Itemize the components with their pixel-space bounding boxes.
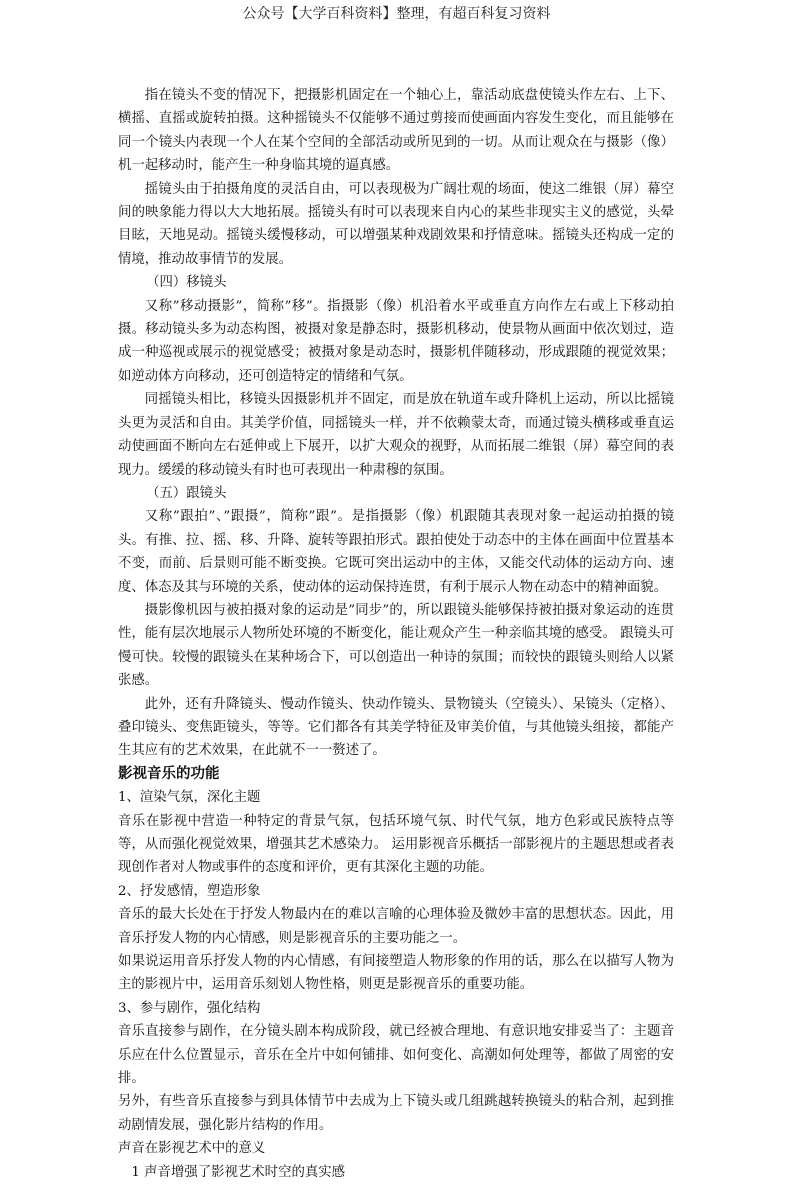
paragraph: 如果说运用音乐抒发人物的内心情感，有间接塑造人物形象的作用的话，那么在以描写人物为主的影视片中，运用音乐刻划人物性格，则更是影视音乐的重要功能。 [118, 954, 674, 993]
paragraph: 此外，还有升降镜头、慢动作镜头、快动作镜头、景物镜头（空镜头）、呆镜头（定格）、叠印镜头、变焦距镜头，等等。它们都各有其美学特征及审美价值，与其他镜头组接，都能产生其应有的艺术效果，在此就不一一赘述了。 [118, 696, 674, 759]
document-body [118, 84, 674, 1184]
section-heading: 影视音乐的功能 [118, 765, 220, 782]
paragraph: 音乐在影视中营造一种特定的背景气氛，包括环境气氛、时代气氛，地方色彩或民族特点等等，从而强化视觉效果，增强其艺术感染力。 运用影视音乐概括一部影视片的主题思想或者表现创作者对人物或事件的态度和评价，更有其深化主题的功能。 [118, 813, 674, 876]
paragraph: 又称”跟拍”、”跟摄”，简称”跟”。是指摄影（像）机跟随其表现对象一起运动拍摄的镜头。有推、拉、摇、移、升降、旋转等跟拍形式。跟拍使处于动态中的主体在画面中位置基本不变，而前、后景则可能不断变换。它既可突出运动中的主体，又能交代动体的运动方向、速度、体态及其与环境的关系，使动体的运动保持连贯，有利于展示人物在动态中的精神面貌。 [118, 509, 674, 595]
section-title: 声音在影视艺术中的意义 [118, 1141, 266, 1157]
section-subheading: （五）跟镜头 [146, 485, 227, 501]
paragraph: 摇镜头由于拍摄角度的灵活自由，可以表现极为广阔壮观的场面，使这二维银（屏）幕空间的映象能力得以大大地拓展。摇镜头有时可以表现来自内心的某些非现实主义的感觉，头晕目眩，天地晃动。摇镜头缓慢移动，可以增强某种戏剧效果和抒情意味。摇镜头还构成一定的情境，推动故事情节的发展。 [118, 181, 674, 267]
paragraph: 音乐直接参与剧作，在分镜头剧本构成阶段，就已经被合理地、有意识地安排妥当了：主题音乐应在什么位置显示，音乐在全片中如何铺排、如何变化、高潮如何处理等，都做了周密的安排。 [118, 1024, 674, 1087]
list-heading: 3、参与剧作，强化结构 [118, 1000, 261, 1016]
paragraph: 摄影像机因与被拍摄对象的运动是”同步”的，所以跟镜头能够保持被拍摄对象运动的连贯性，能有层次地展示人物所处环境的不断变化，能让观众产生一种亲临其境的感受。 跟镜头可慢可快。较慢的跟镜头在某种场合下，可以创造出一种诗的氛围；而较快的跟镜头则给人以紧张感。 [118, 602, 674, 689]
page-header: 公众号【大学百科资料】整理，有超百科复习资料 [242, 6, 551, 22]
paragraph: 音乐的最大长处在于抒发人物最内在的难以言喻的心理体验及微妙丰富的思想状态。因此，用音乐抒发人物的内心情感，则是影视音乐的主要功能之一。 [118, 907, 674, 946]
paragraph: 指在镜头不变的情况下，把摄影机固定在一个轴心上，靠活动底盘使镜头作左右、上下、横摇、直摇或旋转拍摄。这种摇镜头不仅能够不通过剪接而使画面内容发生变化，而且能够在同一个镜头内表现一个人在某个空间的全部活动或所见到的一切。从而让观众在与摄影（像）机一起移动时，能产生一种身临其境的逼真感。 [118, 88, 674, 174]
list-heading: 1、渲染气氛，深化主题 [118, 790, 261, 806]
paragraph: 又称”移动摄影”，简称”移”。指摄影（像）机沿着水平或垂直方向作左右或上下移动拍摄。移动镜头多为动态构图，被摄对象是静态时，摄影机移动，使景物从画面中依次划过，造成一种巡视或展示的视觉感受；被摄对象是动态时，摄影机伴随移动，形成跟随的视觉效果；如逆动体方向移动，还可创造特定的情绪和气氛。 [118, 298, 674, 384]
list-item: 1 声音增强了影视艺术时空的真实感 [131, 1164, 346, 1180]
section-subheading: （四）移镜头 [146, 275, 227, 291]
paragraph: 另外，有些音乐直接参与到具体情节中去成为上下镜头或几组跳越转换镜头的粘合剂，起到推动剧情发展，强化影片结构的作用。 [118, 1094, 674, 1133]
list-heading: 2、抒发感情，塑造形象 [118, 883, 261, 899]
paragraph: 同摇镜头相比，移镜头因摄影机并不固定，而是放在轨道车或升降机上运动，所以比摇镜头更为灵活和自由。其美学价值，同摇镜头一样，并不依赖蒙太奇，而通过镜头横移或垂直运动使画面不断向左右延伸或上下展开，以扩大观众的视野，从而拓展二维银（屏）幕空间的表现力。缓缓的移动镜头有时也可表现出一种肃穆的氛围。 [118, 392, 674, 478]
